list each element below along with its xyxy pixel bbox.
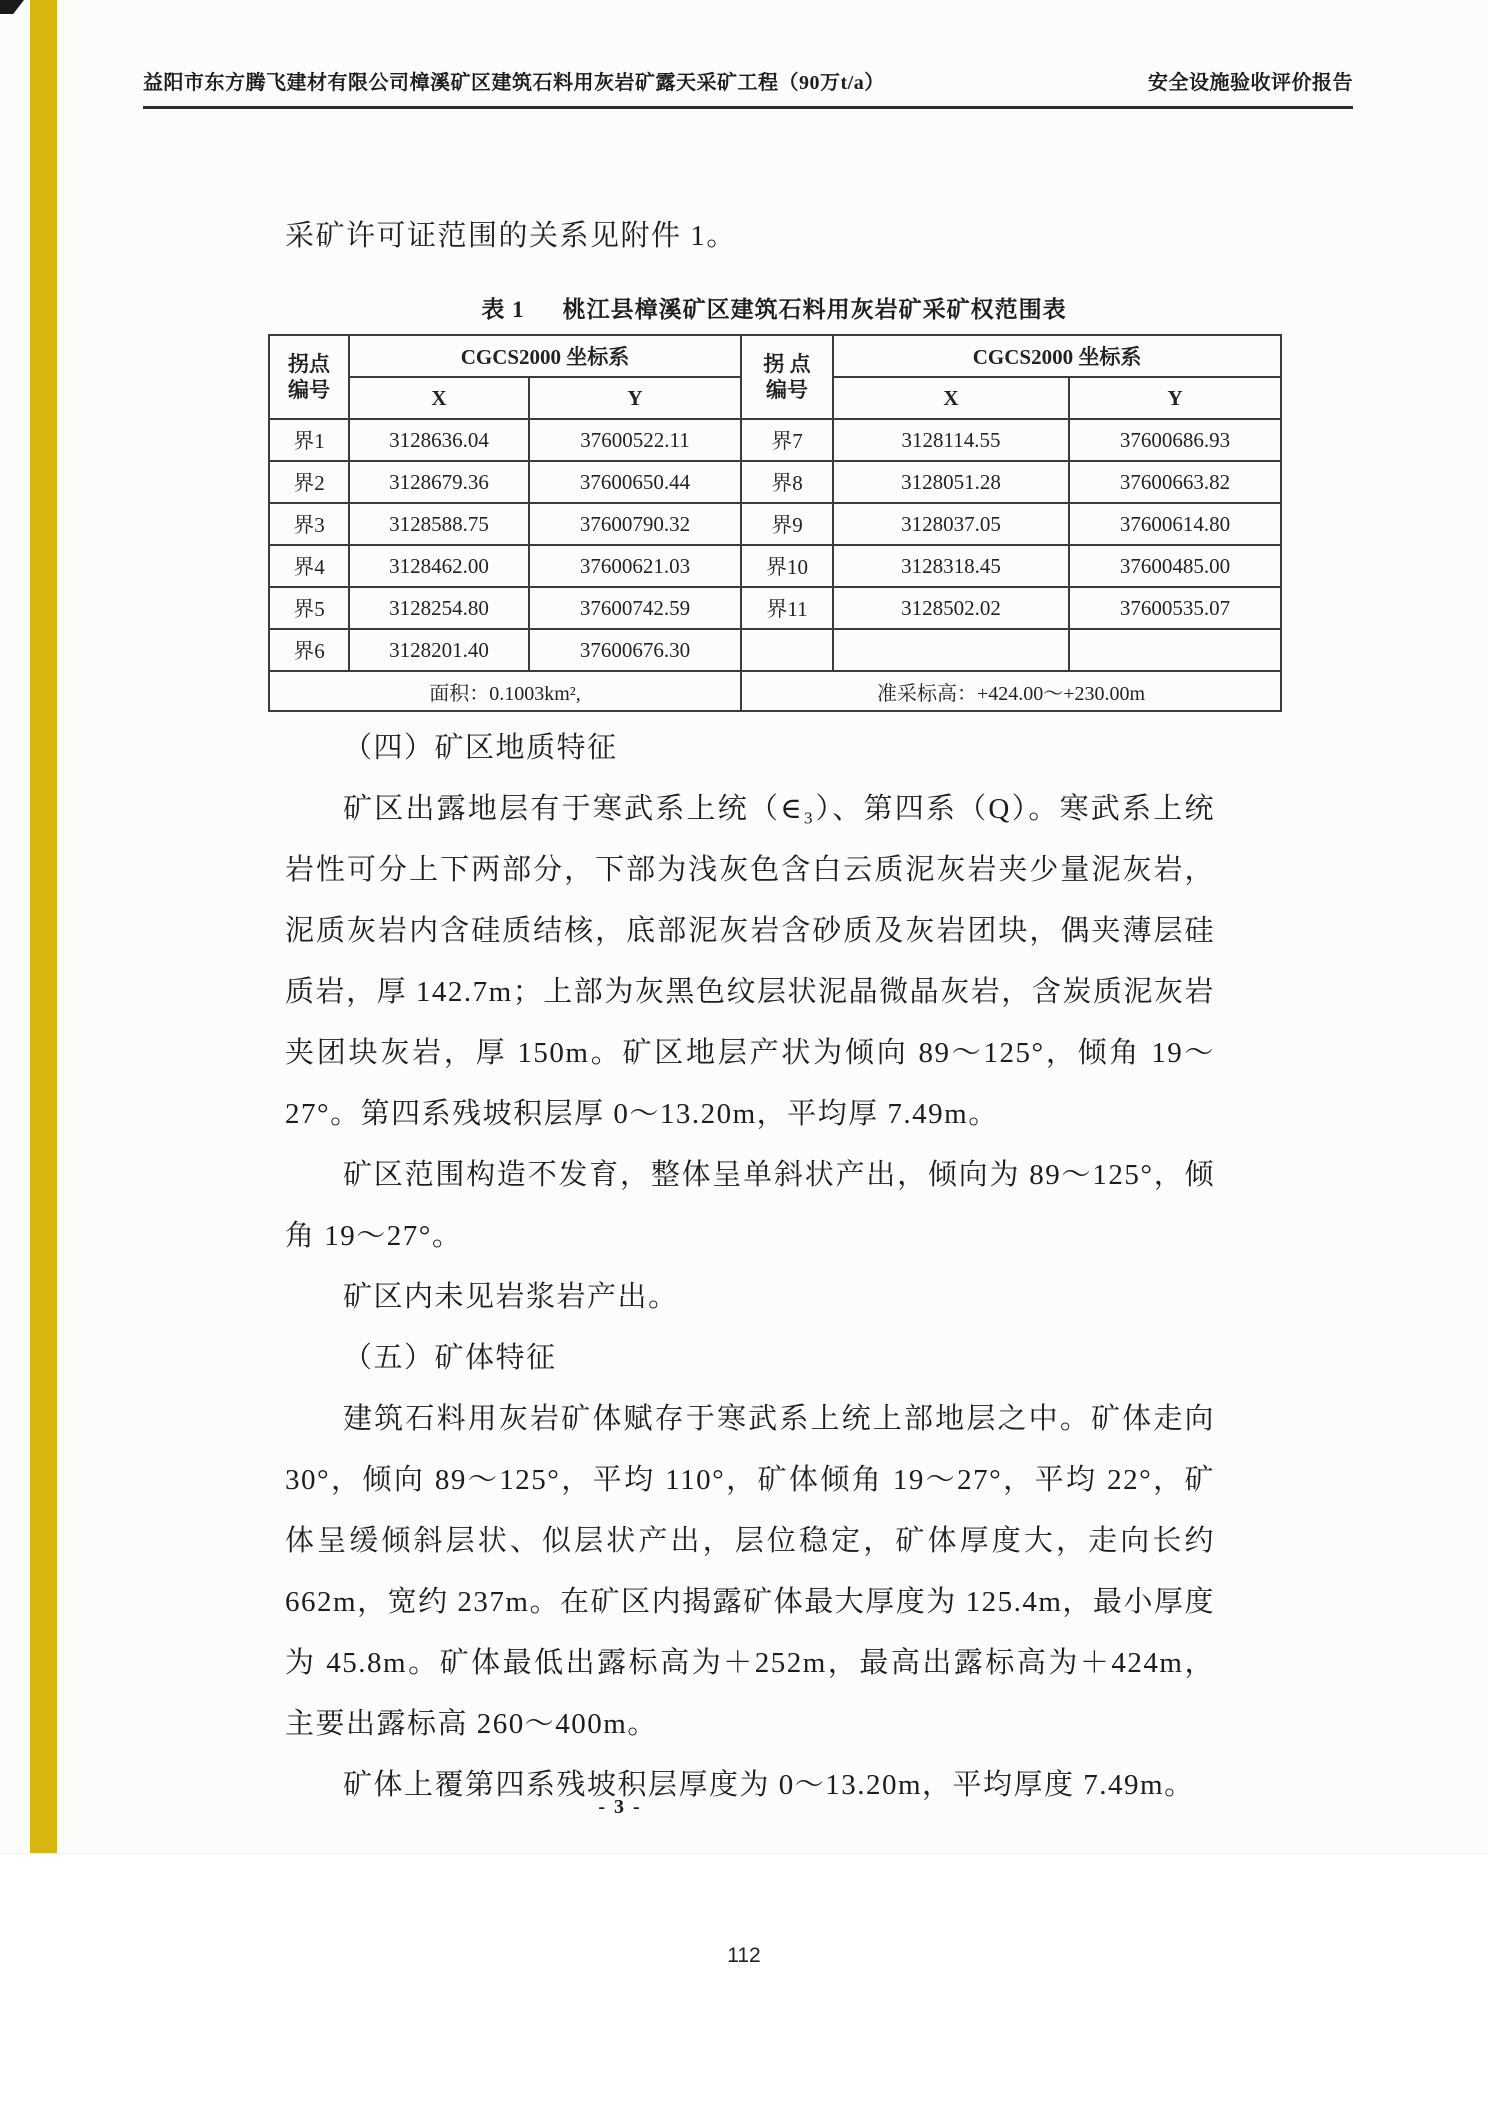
header-coord-system-right: CGCS2000 坐标系: [833, 335, 1281, 377]
table-area-cell: 面积：0.1003km²,: [269, 671, 741, 711]
mining-rights-table-wrap: [268, 334, 1280, 712]
intro-line: 采矿许可证范围的关系见附件 1。: [285, 220, 737, 252]
table-cell: 界7: [741, 419, 833, 461]
table-title-label: 表 1: [481, 297, 525, 322]
table-elevation-cell: 准采标高：+424.00～+230.00m: [741, 671, 1281, 711]
table-cell: 3128679.36: [349, 461, 529, 503]
page-header: [143, 66, 1353, 109]
document-body: [285, 205, 1231, 1816]
table-title: [268, 294, 1280, 326]
table-cell: [1069, 629, 1281, 671]
binding-strip: [30, 0, 57, 1853]
header-x-right: X: [833, 377, 1069, 419]
table-row: [269, 545, 1281, 587]
table-cell: 界10: [741, 545, 833, 587]
table-header-row-1: [269, 335, 1281, 377]
table-cell: 37600522.11: [529, 419, 741, 461]
table-cell: 37600614.80: [1069, 503, 1281, 545]
paragraph: 矿区出露地层有于寒武系上统（∈₃）、第四系（Q）。寒武系上统岩性可分上下两部分，下部为浅灰色含白云质泥灰岩夹少量泥灰岩，泥质灰岩内含硅质结核，底部泥灰岩含砂质及灰岩团块，偶夹薄层硅质岩，厚 142.7m；上部为灰黑色纹层状泥晶微晶灰岩，含炭质泥灰岩夹团块灰岩，厚 150m。矿区地层产状为倾向 89～125°，倾角 19～27°。第四系残坡积层厚 0～13.20m，平均厚 7.49m。: [285, 793, 1215, 1130]
table-cell: 3128051.28: [833, 461, 1069, 503]
table-cell: 3128636.04: [349, 419, 529, 461]
header-coord-system-left: CGCS2000 坐标系: [349, 335, 741, 377]
table-cell: 37600485.00: [1069, 545, 1281, 587]
table-cell: 界2: [269, 461, 349, 503]
table-cell: [741, 629, 833, 671]
table-cell: 界5: [269, 587, 349, 629]
table-title-text: 桃江县樟溪矿区建筑石料用灰岩矿采矿权范围表: [562, 297, 1067, 322]
mining-rights-table: [268, 334, 1282, 712]
table-cell: 界1: [269, 419, 349, 461]
table-row: [269, 503, 1281, 545]
table-cell: 界4: [269, 545, 349, 587]
paragraph: 矿区内未见岩浆岩产出。: [343, 1281, 679, 1313]
header-x-left: X: [349, 377, 529, 419]
header-y-left: Y: [529, 377, 741, 419]
table-cell: 3128037.05: [833, 503, 1069, 545]
header-corner2-line2: 编号: [766, 378, 809, 402]
table-row: [269, 587, 1281, 629]
header-corner-point-right: [741, 335, 833, 419]
table-cell: 界8: [741, 461, 833, 503]
table-footer-row: [269, 671, 1281, 711]
header-y-right: Y: [1069, 377, 1281, 419]
table-cell: 3128318.45: [833, 545, 1069, 587]
header-corner-point-left: [269, 335, 349, 419]
table-cell: 37600686.93: [1069, 419, 1281, 461]
table-cell: 37600535.07: [1069, 587, 1281, 629]
table-cell: 界11: [741, 587, 833, 629]
table-cell: 37600663.82: [1069, 461, 1281, 503]
paragraph: 建筑石料用灰岩矿体赋存于寒武系上统上部地层之中。矿体走向 30°，倾向 89～125°，平均 110°，矿体倾角 19～27°，平均 22°，矿体呈缓倾斜层状、似层状产出，层位稳定，矿体厚度大，走向长约 662m，宽约 237m。在矿区内揭露矿体最大厚度为 125.4m，最小厚度为 45.8m。矿体最低出露标高为＋252m，最高出露标高为＋424m，主要出露标高 260～400m。: [285, 1403, 1215, 1740]
sections: [285, 718, 1215, 1816]
table-cell: [833, 629, 1069, 671]
paragraph: 矿体上覆第四系残坡积层厚度为 0～13.20m，平均厚度 7.49m。: [343, 1769, 1195, 1801]
table-row: [269, 629, 1281, 671]
document-page-number: 112: [727, 1944, 761, 1967]
table-cell: 37600676.30: [529, 629, 741, 671]
header-title-right: 安全设施验收评价报告: [1148, 72, 1353, 94]
table-cell: 37600650.44: [529, 461, 741, 503]
table-cell: 37600790.32: [529, 503, 741, 545]
table-cell: 界3: [269, 503, 349, 545]
header-title-left: 益阳市东方腾飞建材有限公司樟溪矿区建筑石料用灰岩矿露天采矿工程（90万t/a）: [143, 72, 885, 94]
section-heading: （四）矿区地质特征: [343, 732, 618, 764]
table-cell: 3128201.40: [349, 629, 529, 671]
header-corner-line1: 拐点: [288, 351, 330, 376]
table-cell: 3128114.55: [833, 419, 1069, 461]
table-cell: 界6: [269, 629, 349, 671]
table-cell: 3128254.80: [349, 587, 529, 629]
table-row: [269, 461, 1281, 503]
section-heading: （五）矿体特征: [343, 1342, 557, 1374]
page-footer-number: - 3 -: [598, 1796, 642, 1818]
header-corner-line2: 编号: [288, 378, 330, 402]
table-cell: 3128588.75: [349, 503, 529, 545]
table-cell: 界9: [741, 503, 833, 545]
table-cell: 3128462.00: [349, 545, 529, 587]
table-cell: 37600621.03: [529, 545, 741, 587]
table-cell: 37600742.59: [529, 587, 741, 629]
table-row: [269, 419, 1281, 461]
table-cell: 3128502.02: [833, 587, 1069, 629]
paragraph: 矿区范围构造不发育，整体呈单斜状产出，倾向为 89～125°，倾角 19～27°。: [285, 1159, 1215, 1252]
header-corner2-line1: 拐 点: [763, 351, 811, 376]
